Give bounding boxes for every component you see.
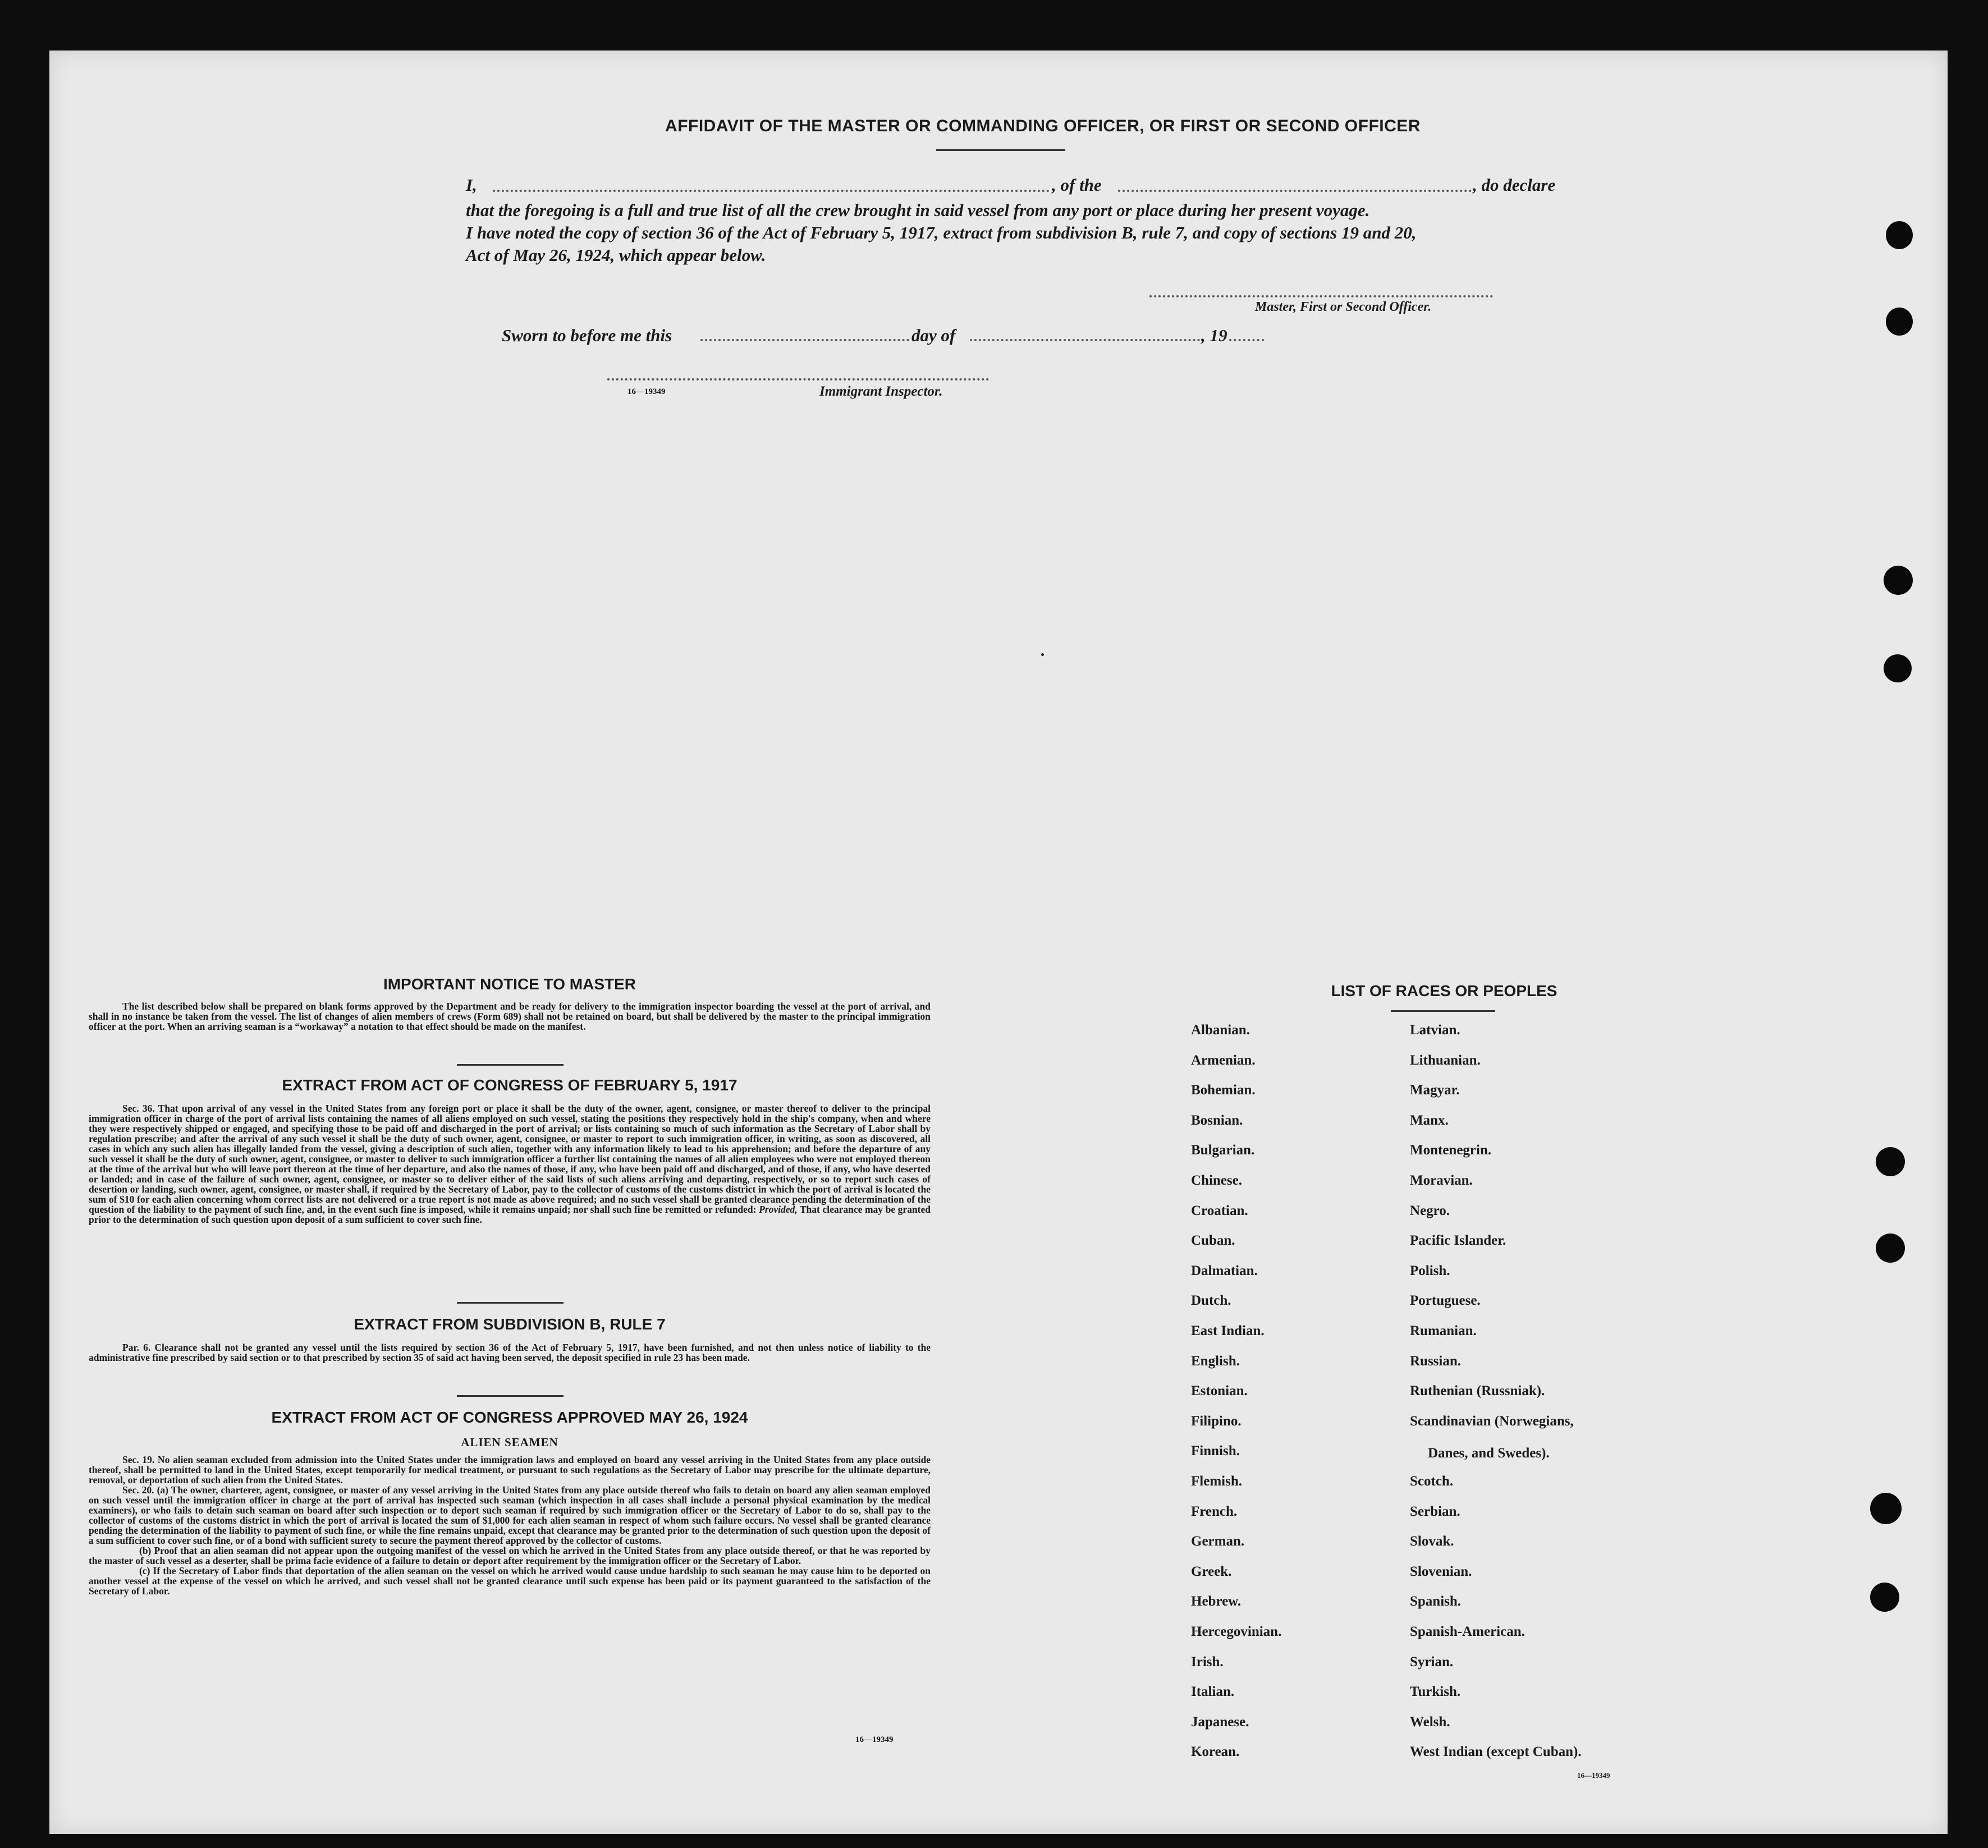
race-scandinavian-continued: Danes, and Swedes). <box>1428 1446 1550 1461</box>
day-of-label: day of <box>911 325 956 345</box>
extract-1924-title: EXTRACT FROM ACT OF CONGRESS APPROVED MAY 26, 1924 <box>271 1409 748 1426</box>
extract-1924-text <box>89 1455 931 1596</box>
race-item: Magyar. <box>1410 1083 1460 1098</box>
race-item: Estonian. <box>1191 1383 1248 1399</box>
extract-1917-text <box>89 1103 931 1225</box>
affidavit-title: AFFIDAVIT OF THE MASTER OR COMMANDING OFFICER, OR FIRST OR SECOND OFFICER <box>665 117 1421 135</box>
race-item: Hercegovinian. <box>1191 1624 1282 1639</box>
races-form-number: 16—19349 <box>1577 1771 1610 1780</box>
race-item: West Indian (except Cuban). <box>1410 1744 1582 1760</box>
race-item: Korean. <box>1191 1744 1240 1760</box>
rule-7-rule <box>457 1395 564 1397</box>
rule-7-text: Par. 6. Clearance shall not be granted any vessel until the lists required by section 36 of the Act of February 5, 1917, have been furnished, and not then unless notice of liability to the administrative fine prescribed by said section or to that prescribed by section 35 of said act having been served, the deposit specified in rule 23 has been made. <box>89 1342 931 1363</box>
race-item: Bosnian. <box>1191 1112 1243 1128</box>
race-item: Japanese. <box>1191 1714 1249 1730</box>
race-item: Rumanian. <box>1410 1323 1477 1338</box>
race-item: Croatian. <box>1191 1203 1248 1218</box>
declarant-name-field[interactable] <box>493 190 1050 192</box>
binder-hole <box>1886 221 1913 249</box>
year-label: , 19 <box>1201 325 1227 345</box>
race-item: Armenian. <box>1191 1052 1256 1068</box>
race-item: Spanish. <box>1410 1594 1462 1609</box>
race-item: Pacific Islander. <box>1410 1233 1506 1249</box>
extract-1917-rule <box>457 1302 564 1304</box>
vessel-name-field[interactable] <box>1118 190 1472 192</box>
rule-7-title: EXTRACT FROM SUBDIVISION B, RULE 7 <box>354 1315 666 1333</box>
speck <box>1041 653 1044 656</box>
race-item: French. <box>1191 1503 1238 1519</box>
notice-rule <box>457 1064 564 1066</box>
race-item: Hebrew. <box>1191 1594 1242 1609</box>
race-item: German. <box>1191 1534 1245 1549</box>
race-item: Russian. <box>1410 1353 1462 1369</box>
race-item: Ruthenian (Russniak). <box>1410 1383 1545 1399</box>
race-item: Albanian. <box>1191 1022 1250 1038</box>
race-item: Moravian. <box>1410 1173 1473 1188</box>
of-the-label: , of the <box>1052 175 1102 195</box>
race-item: Bohemian. <box>1191 1083 1256 1098</box>
declaration-line-2: that the foregoing is a full and true list of all the crew brought in said vessel from any port or place during her present voyage. <box>466 200 1370 220</box>
race-item: Slovenian. <box>1410 1563 1472 1579</box>
race-item: Serbian. <box>1410 1503 1460 1519</box>
race-item: Welsh. <box>1410 1714 1450 1730</box>
race-item: Filipino. <box>1191 1413 1242 1429</box>
race-item: Flemish. <box>1191 1474 1242 1489</box>
race-item: Portuguese. <box>1410 1293 1481 1309</box>
race-item: East Indian. <box>1191 1323 1265 1338</box>
notice-title: IMPORTANT NOTICE TO MASTER <box>383 975 636 993</box>
race-item: Polish. <box>1410 1263 1450 1278</box>
race-item: Montenegrin. <box>1410 1143 1492 1158</box>
race-item: Lithuanian. <box>1410 1052 1481 1068</box>
declaration-line-3: I have noted the copy of section 36 of the Act of February 5, 1917, extract from subdivision B, rule 7, and copy of sections 19 and 20, <box>466 223 1417 242</box>
race-item: Scotch. <box>1410 1474 1454 1489</box>
race-item: Negro. <box>1410 1203 1450 1218</box>
section-36-proviso: That clearance may be granted prior to the determination of such question upon deposit of a sum sufficient to cover such fine. <box>89 1204 931 1225</box>
section-20a-text: Sec. 20. (a) The owner, charterer, agent, consignee, or master of any vessel arriving in the United States from any place outside thereof who fails to detain on board any alien seaman employed on such vessel until the immigration officer in charge at the port of arrival has inspected such seaman (which inspection in all cases shall include a personal physical examination by the medical examiners), or who fails to detain such seaman on board after such inspection or to deport such seaman if required by such immigration officer or the Secretary of Labor to do so, shall pay to the collector of customs of the customs district in which the port of arrival is located the sum of $1,000 for each alien seaman in respect of whom such failure occurs. No vessel shall be granted clearance pending the determination of the liability to payment of such fine, or while the fine remains unpaid, except that clearance may be granted prior to the determination of such question upon the deposit of a sum sufficient to cover such fine, or of a bond with sufficient surety to secure the payment thereof approved by the collector of customs. <box>89 1484 931 1546</box>
race-item: Bulgarian. <box>1191 1143 1255 1158</box>
inspector-label: Immigrant Inspector. <box>819 384 943 399</box>
section-19-text: Sec. 19. No alien seaman excluded from admission into the United States under the immigration laws and employed on board any vessel arriving in the United States from any place outside thereof, shall be permitted to land in the United States, except temporarily for medical treatment, or pursuant to such regulations as the Secretary of Labor may prescribe for the ultimate departure, removal, or deportation of such alien from the United States. <box>89 1454 931 1485</box>
alien-seamen-subtitle: ALIEN SEAMEN <box>461 1436 558 1449</box>
binder-hole <box>1884 654 1912 682</box>
binder-hole <box>1876 1233 1905 1263</box>
notice-text: The list described below shall be prepared on blank forms approved by the Department and be ready for delivery to the immigration inspector boarding the vessel at the port of arrival, and shall in no instance be taken from the vessel. The list of changes of alien members of crews (Form 689) shall not be retained on board, but shall be delivered by the master to the principal immigration officer at the port. When an arriving seaman is a “workaway” a notation to that effect should be made on the manifest. <box>89 1001 931 1032</box>
race-item: English. <box>1191 1353 1240 1369</box>
sworn-day-field[interactable] <box>700 339 909 341</box>
declaration-line-4: Act of May 26, 1924, which appear below. <box>466 245 766 265</box>
binder-hole <box>1876 1147 1905 1176</box>
race-item: Finnish. <box>1191 1443 1240 1459</box>
sworn-label: Sworn to before me this <box>502 325 672 345</box>
race-item: Spanish-American. <box>1410 1624 1525 1639</box>
race-item: Dutch. <box>1191 1293 1231 1309</box>
inspector-signature-field[interactable] <box>607 378 989 380</box>
section-20c-text: (c) If the Secretary of Labor finds that deportation of the alien seaman on the vessel on which he arrived would cause undue hardship to such seaman he may cause him to be deported on another vessel at the expense of the vessel on which he arrived, and such vessel shall not be granted clearance until such expense has been paid or its payment guaranteed to the satisfaction of the Secretary of Labor. <box>89 1565 931 1597</box>
extract-1917-title: EXTRACT FROM ACT OF CONGRESS OF FEBRUARY 5, 1917 <box>282 1076 738 1094</box>
title-rule <box>936 149 1065 151</box>
race-item: Scandinavian (Norwegians, <box>1410 1413 1574 1429</box>
binder-hole <box>1870 1583 1899 1612</box>
affidavit-form-number: 16—19349 <box>627 387 666 396</box>
section-20b-text: (b) Proof that an alien seaman did not appear upon the outgoing manifest of the vessel on which he arrived in the United States from any place outside thereof, or that he was reported by the master of such vessel as a deserter, shall be prima facie evidence of a failure to detain or deport after requirement by the immigration officer or the Secretary of Labor. <box>89 1545 931 1566</box>
race-item: Turkish. <box>1410 1684 1461 1700</box>
extract-form-number: 16—19349 <box>855 1735 894 1744</box>
race-item: Syrian. <box>1410 1654 1454 1670</box>
provided-word: Provided, <box>759 1204 798 1215</box>
race-item: Dalmatian. <box>1191 1263 1258 1278</box>
races-title: LIST OF RACES OR PEOPLES <box>1331 982 1558 999</box>
race-item: Manx. <box>1410 1112 1449 1128</box>
binder-hole <box>1870 1493 1902 1524</box>
master-signature-field[interactable] <box>1149 295 1493 297</box>
race-item: Slovak. <box>1410 1534 1454 1549</box>
race-item: Latvian. <box>1410 1022 1460 1038</box>
race-item: Italian. <box>1191 1684 1235 1700</box>
race-item: Chinese. <box>1191 1173 1242 1188</box>
binder-hole <box>1884 566 1913 595</box>
race-item: Cuban. <box>1191 1233 1235 1249</box>
master-signature-label: Master, First or Second Officer. <box>1255 300 1432 314</box>
declarant-label: I, <box>466 175 477 195</box>
binder-hole <box>1886 308 1913 336</box>
do-declare-label: , do declare <box>1473 175 1556 195</box>
sworn-year-field[interactable] <box>1229 339 1264 341</box>
races-rule <box>1391 1010 1495 1012</box>
sworn-month-field[interactable] <box>970 339 1200 341</box>
form-sheet <box>49 51 1948 1834</box>
race-item: Irish. <box>1191 1654 1224 1670</box>
section-36-text: Sec. 36. That upon arrival of any vessel in the United States from any foreign port or place it shall be the duty of the owner, agent, consignee, or master thereof to deliver to the principal immigration officer in charge of the port of arrival lists containing the names of all aliens employed on such vessel, stating the positions they respectively hold in the ship's company, when and where they were respectively shipped or engaged, and specifying those to be paid off and discharged in the port of arrival; or lists containing so much of such information as the Secretary of Labor shall by regulation prescribe; and after the arrival of any such vessel it shall be the duty of such owner, agent, consignee, or master to report to such immigration officer, in writing, as soon as discovered, all cases in which any such alien has illegally landed from the vessel, giving a description of such alien, together with any information likely to lead to his apprehension; and before the departure of any such vessel it shall be the duty of such owner, agent, consignee, or master to deliver to such immigration officer a further list containing the names of all alien employees who were not employed thereon at the time of the arrival but who will leave port thereon at the time of her departure, and also the names of those, if any, who have been paid off and discharged, and of those, if any, who have deserted or landed; and in case of the failure of such owner, agent, consignee, or master so to deliver either of the said lists of such aliens arriving and departing, respectively, or so to report such cases of desertion or landing, such owner, agent, consignee, or master shall, if required by the Secretary of Labor, pay to the collector of customs of the customs district in which the port of arrival is located the sum of $10 for each alien concerning whom correct lists are not delivered or a true report is not made as above required; and no such vessel shall be granted clearance pending the determination of the question of the liability to the payment of such fine, and, in the event such fine is imposed, while it remains unpaid; nor shall such fine be remitted or refunded: <box>89 1103 931 1215</box>
race-item: Greek. <box>1191 1563 1232 1579</box>
